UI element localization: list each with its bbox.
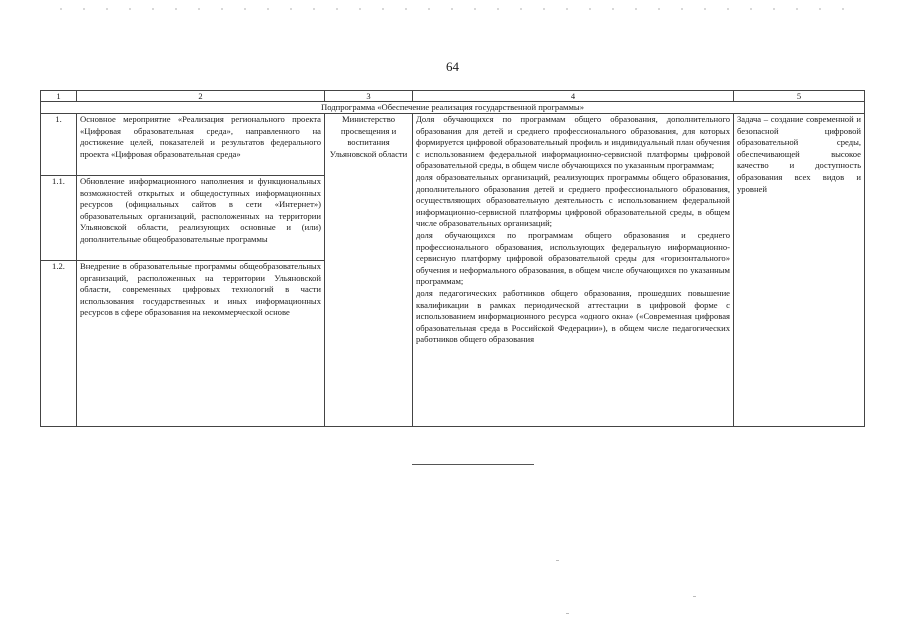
responsible-cell: Министерство просвещения и воспитания Ульяновской области (325, 114, 413, 427)
header-col-3: 3 (325, 91, 413, 102)
table-row (41, 114, 865, 427)
subprogram-title: Подпрограмма «Обеспечение реализация государственной программы» (41, 102, 865, 114)
header-col-5: 5 (734, 91, 865, 102)
scan-speck (566, 613, 569, 614)
indicators-text (416, 114, 730, 346)
row-number-1-2: 1.2. (52, 261, 65, 271)
header-row (41, 91, 865, 102)
separator-line (412, 464, 534, 465)
header-col-4: 4 (413, 91, 734, 102)
task-cell: Задача – создание современной и безопасной цифровой образовательной среды, обеспечивающей высокое качество и доступность образования всех видов и уровней (734, 114, 865, 427)
row-number-1: 1. (55, 114, 62, 124)
indicator-paragraph: доля образовательных организаций, реализующих программы общего образования, дополнительного образования детей и среднего профессионального образования, осуществляющих образовательную деятельность с использованием федеральной информационно-сервисной платформы цифровой образовательной среды, в общем числе образовательных организаций; (416, 171, 730, 229)
activity-1-1: Обновление информационного наполнения и функциональных возможностей открытых и общедоступных информационных ресурсов (официальных сайтов в сети «Интернет») образовательных организаций, расположенных на территории Ульяновской области, реализующих основные и (или) дополнительные общеобразовательные программы (80, 176, 321, 244)
activity-1-2: Внедрение в образовательные программы общеобразовательных организаций, расположенных на территории Ульяновской области, современных цифровых технологий в части использования государственных и иных информационных ресурсов в сфере образования на некоммерческой основе (80, 261, 321, 318)
header-col-2: 2 (77, 91, 325, 102)
indicator-paragraph: доля обучающихся по программам общего образования и среднего профессионального образования, использующих федеральную информационно-сервисную платформу цифровой образовательной среды для «горизонтального» обучения и неформального образования, в общем числе обучающихся по указанным программам; (416, 229, 730, 287)
row-number (41, 114, 77, 427)
indicator-paragraph: Доля обучающихся по программам общего образования, дополнительного образования для детей и среднего профессионального образования, для которых формируется цифровой образовательный профиль и индивидуальный план обучения с использованием федеральной информационно-сервисной платформы цифровой образовательной среды, в общем числе обучающихся по указанным программам; (416, 114, 730, 171)
indicator-paragraph: доля педагогических работников общего образования, прошедших повышение квалификации в рамках периодической аттестации в цифровой форме с использованием информационного ресурса «одного окна» («Современная цифровая образовательная среда в Российской Федерации»), в общем числе педагогических работников общего образования (416, 287, 730, 345)
subprogram-row (41, 102, 865, 114)
activity-1: Основное мероприятие «Реализация регионального проекта «Цифровая образовательная среда», направленного на достижение целей, показателей и результатов федерального проекта «Цифровая образовательная среда» (80, 114, 321, 159)
scan-noise (60, 8, 860, 10)
activity-cell (77, 114, 325, 427)
indicators-cell (413, 114, 734, 427)
row-number-1-1: 1.1. (52, 176, 65, 186)
program-table (40, 90, 865, 427)
page-number: 64 (446, 59, 459, 74)
header-col-1: 1 (41, 91, 77, 102)
scan-speck (693, 596, 696, 597)
scan-speck (556, 560, 559, 561)
